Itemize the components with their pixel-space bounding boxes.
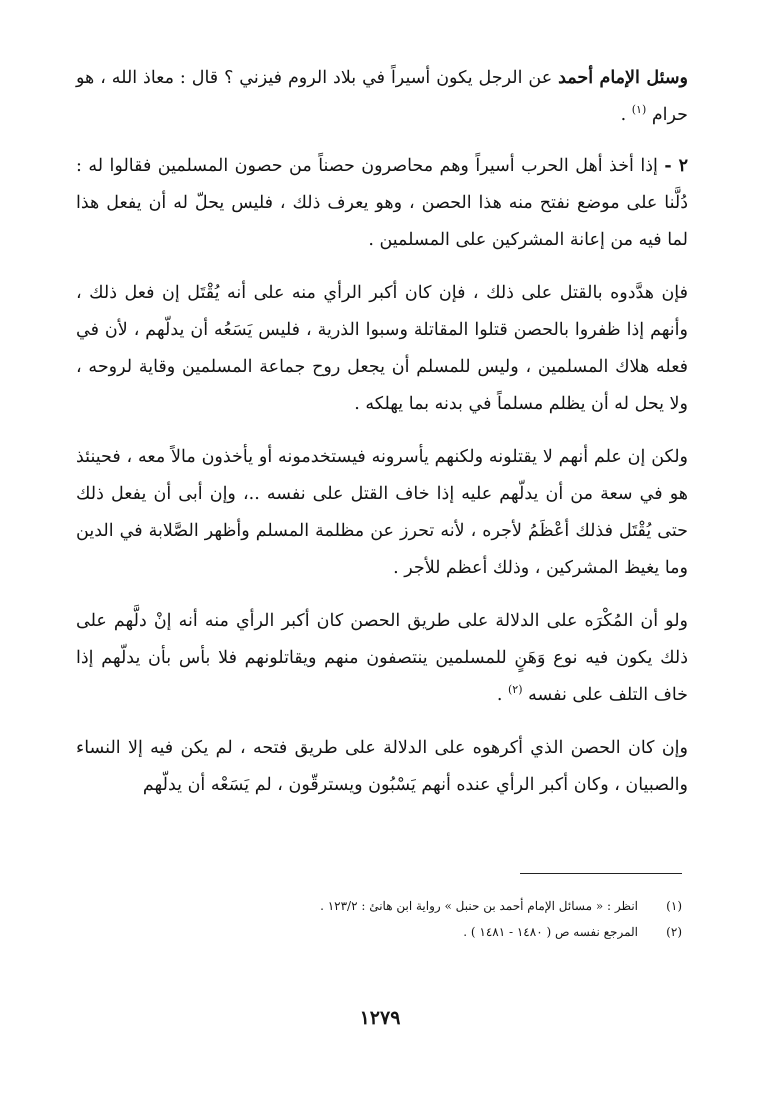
paragraph-4: ولكن إن علم أنهم لا يقتلونه ولكنهم يأسرونه فيستخدمونه أو يأخذون مالاً معه ، فحينئذ هو في سعة من أن يدلّهم عليه إذا خاف القتل على نفسه ..، وإن أبى أن يفعل ذلك حتى يُقْتَل فذلك أعْظَمُ لأجره ، لأنه تحرز عن مظلمة المسلم وأظهر الصَّلابة في الدين وما يغيظ المشركين ، وذلك أعظم للأجر .: [76, 447, 688, 578]
page-body: [76, 60, 688, 820]
footnote-1: [82, 893, 682, 919]
paragraph-1-lead: وسئل الإمام أحمد: [558, 68, 688, 88]
footnote-1-text: انظر : « مسائل الإمام أحمد بن حنبل » رواية ابن هانئ : ١٢٣/٢ .: [320, 899, 638, 913]
paragraph-1-tail: .: [620, 105, 632, 125]
paragraph-2-text: إذا أخذ أهل الحرب أسيراً وهم محاصرون حصناً من حصون المسلمين فقالوا له : دُلَّنا على موضع نفتح منه هذا الحصن ، وهو يعرف ذلك ، فليس يحلّ له أن يفعل هذا لما فيه من إعانة المشركين على المسلمين .: [76, 156, 688, 250]
footnote-divider: [520, 873, 682, 874]
footnote-2: [82, 919, 682, 945]
paragraph-2-number: ٢ -: [664, 156, 689, 176]
footnote-ref-2[interactable]: (٢): [508, 683, 523, 697]
footnote-1-number: (١): [666, 899, 682, 913]
footnote-2-number: (٢): [666, 925, 682, 939]
paragraph-6: وإن كان الحصن الذي أكرهوه على الدلالة على طريق فتحه ، لم يكن فيه إلا النساء والصبيان ، وكان أكبر الرأي عنده أنهم يَسْبُون ويسترقّون ، لم يَسَعْه أن يدلّهم: [76, 738, 688, 795]
paragraph-1-text: عن الرجل يكون أسيراً في بلاد الروم فيزني ؟ قال : معاذ الله ، هو حرام: [76, 68, 688, 125]
footnote-2-text: المرجع نفسه ص ( ١٤٨٠ - ١٤٨١ ) .: [463, 925, 638, 939]
paragraph-2: [76, 148, 688, 259]
paragraph-5-tail: .: [496, 685, 508, 705]
paragraph-1: [76, 60, 688, 134]
page-number: ١٢٧٩: [359, 1007, 401, 1029]
paragraph-3: فإن هدَّدوه بالقتل على ذلك ، فإن كان أكبر الرأي منه على أنه يُقْتَل إن فعل ذلك ، وأنهم إذا ظفروا بالحصن قتلوا المقاتلة وسبوا الذرية ، فليس يَسَعُه أن يدلّهم ، لأن في فعله هلاك المسلمين ، وليس للمسلم أن يجعل روح جماعة المسلمين وقاية لروحه ، ولا يحل له أن يظلم مسلماً في بدنه بما يهلكه .: [76, 283, 688, 414]
paragraph-5: [76, 603, 688, 714]
footnote-ref-1[interactable]: (١): [631, 103, 647, 117]
paragraph-5-text: ولو أن المُكْرَه على الدلالة على طريق الحصن كان أكبر الرأي منه أنه إنْ دلَّهم على ذلك يكون فيه نوع وَهَنٍ للمسلمين ينتصفون منهم ويقاتلونهم فلا بأس بأن يدلّهم إذا خاف التلف على نفسه: [76, 611, 688, 705]
footnotes: [82, 893, 682, 945]
